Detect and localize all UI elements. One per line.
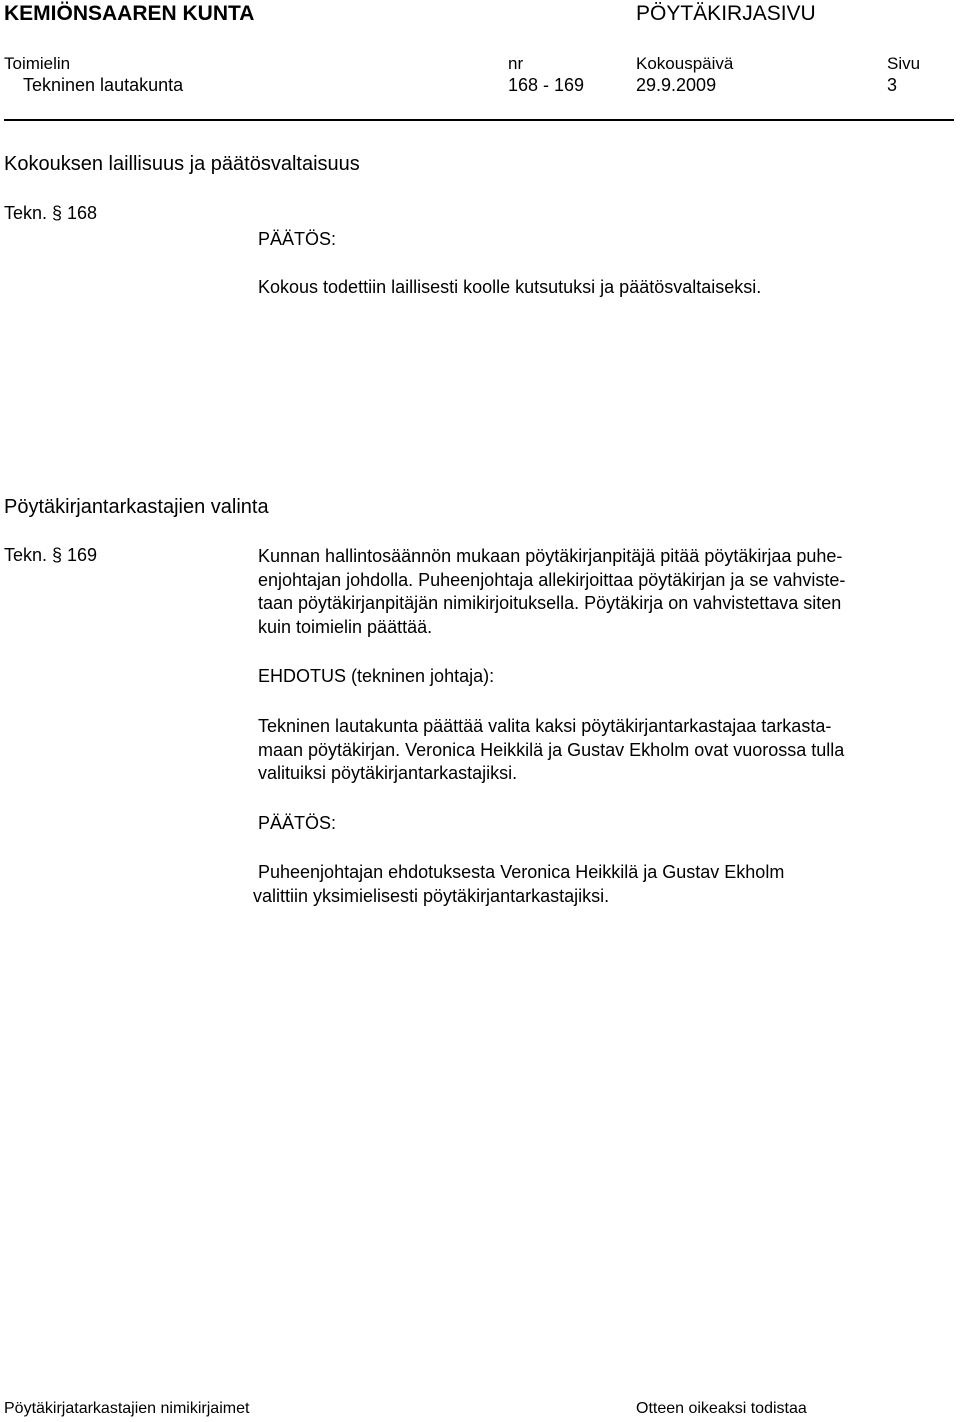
value-page: 3 <box>887 75 898 95</box>
decision-line: valittiin yksimielisesti pöytäkirjantarkastajiksi. <box>253 886 610 906</box>
label-body: Toimielin <box>4 54 71 73</box>
header-divider <box>4 119 954 121</box>
value-date: 29.9.2009 <box>636 75 717 95</box>
text-line: taan pöytäkirjanpitäjän nimikirjoituksella. Pöytäkirja on vahvistettava siten <box>258 593 842 614</box>
text-line: Tekninen lautakunta päättää valita kaksi pöytäkirjantarkastajaa tarkasta- <box>258 716 832 736</box>
proposal-label: EHDOTUS (tekninen johtaja): <box>258 666 495 686</box>
decision-line: Puheenjohtajan ehdotuksesta Veronica Heikkilä ja Gustav Ekholm <box>258 862 785 882</box>
decision-label: PÄÄTÖS: <box>258 813 337 833</box>
section-title: Kokouksen laillisuus ja päätösvaltaisuus <box>4 153 360 175</box>
decision-label: PÄÄTÖS: <box>258 229 337 249</box>
text-line: kuin toimielin päättää. <box>258 617 433 638</box>
intro-text <box>258 545 954 640</box>
footer-initials: Pöytäkirjatarkastajien nimikirjaimet <box>4 1400 250 1417</box>
label-page: Sivu <box>887 54 921 73</box>
value-nr: 168 - 169 <box>508 75 585 95</box>
value-body: Tekninen lautakunta <box>23 75 184 95</box>
text-line: maan pöytäkirjan. Veronica Heikkilä ja Gustav Ekholm ovat vuorossa tulla <box>258 739 845 760</box>
decision-text: Kokous todettiin laillisesti koolle kutsutuksi ja päätösvaltaiseksi. <box>258 277 762 297</box>
proposal-text <box>258 715 954 786</box>
text-line: valituiksi pöytäkirjantarkastajiksi. <box>258 763 518 784</box>
text-line: enjohtajan johdolla. Puheenjohtaja allekirjoittaa pöytäkirjan ja se vahviste- <box>258 569 846 590</box>
paragraph-id: Tekn. § 169 <box>4 545 98 565</box>
paragraph-id: Tekn. § 168 <box>4 203 98 223</box>
footer-certification: Otteen oikeaksi todistaa <box>636 1400 807 1417</box>
document-type: PÖYTÄKIRJASIVU <box>636 2 816 25</box>
organization-name: KEMIÖNSAAREN KUNTA <box>4 2 255 25</box>
text-line: Kunnan hallintosäännön mukaan pöytäkirjanpitäjä pitää pöytäkirjaa puhe- <box>258 546 843 566</box>
label-date: Kokouspäivä <box>636 54 734 73</box>
label-nr: nr <box>508 54 524 73</box>
section-title: Pöytäkirjantarkastajien valinta <box>4 496 269 518</box>
